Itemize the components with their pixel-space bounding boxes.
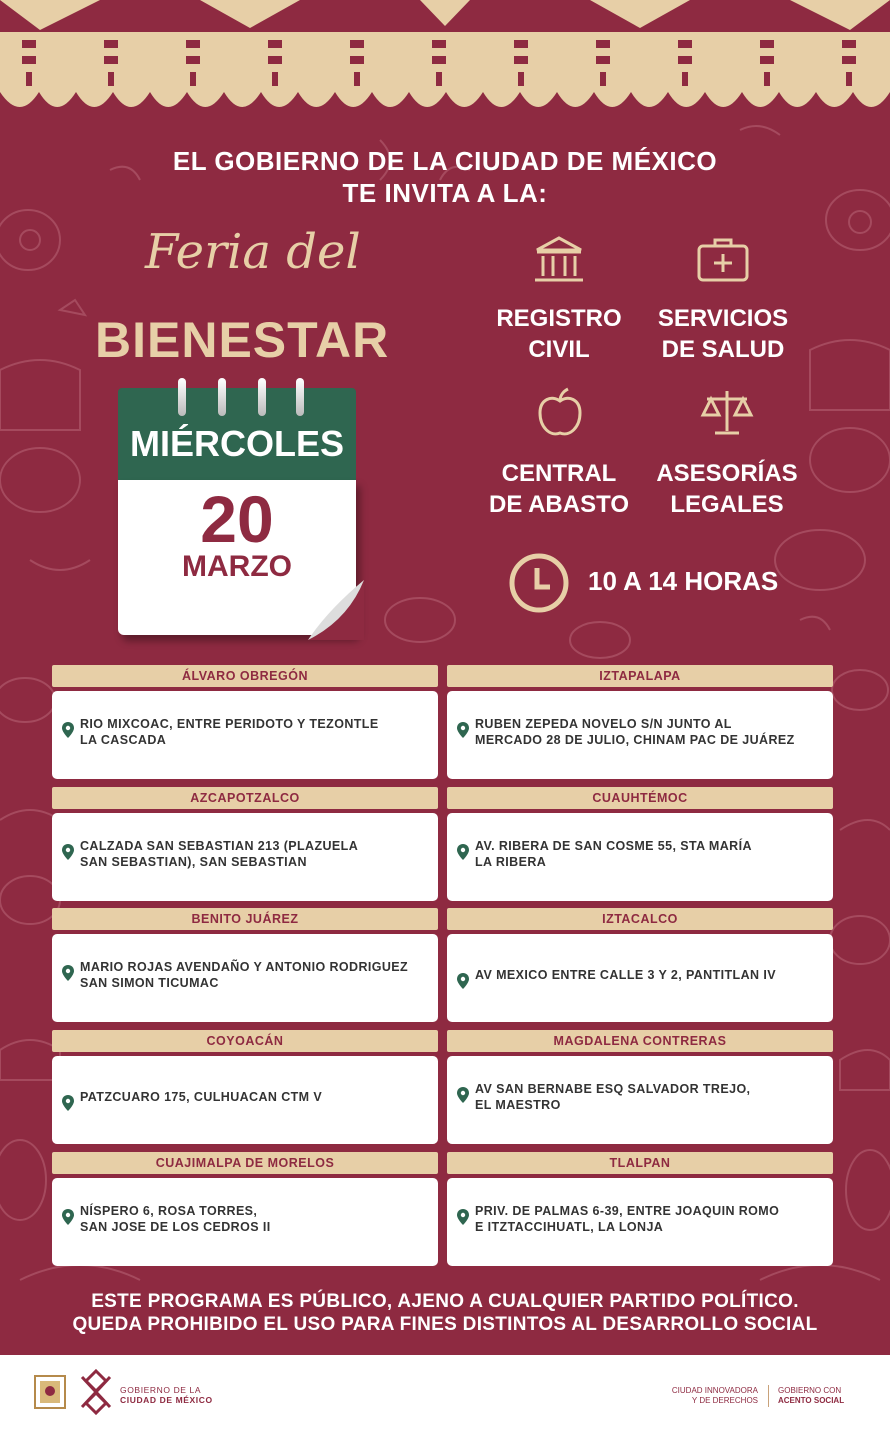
map-pin-icon bbox=[62, 1209, 74, 1225]
map-pin-icon bbox=[457, 1209, 469, 1225]
address-line-2: EL MAESTRO bbox=[475, 1097, 561, 1112]
location-alcaldia-header: TLALPAN bbox=[447, 1152, 833, 1174]
awning-banner bbox=[0, 0, 890, 140]
calendar-weekday: MIÉRCOLES bbox=[129, 423, 344, 464]
location-card bbox=[52, 1178, 438, 1266]
service-registro-civil bbox=[474, 303, 644, 365]
footer-text: GOBIERNO DE LA bbox=[120, 1385, 202, 1395]
coat-of-arms-icon bbox=[34, 1375, 66, 1409]
service-label: DE ABASTO bbox=[488, 491, 629, 518]
footer-text: ACENTO SOCIAL bbox=[778, 1396, 845, 1405]
address-line-2: SAN JOSE DE LOS CEDROS II bbox=[80, 1219, 271, 1234]
footer-text: Y DE DERECHOS bbox=[691, 1396, 758, 1405]
address-line-1: RUBEN ZEPEDA NOVELO S/N JUNTO AL bbox=[475, 717, 732, 731]
footer-text: CIUDAD DE MÉXICO bbox=[120, 1395, 213, 1405]
location-address bbox=[475, 968, 823, 984]
address-line-2: LA RIBERA bbox=[475, 854, 547, 869]
map-pin-icon bbox=[457, 722, 469, 738]
map-pin-icon bbox=[62, 1095, 74, 1111]
location-alcaldia-header: ÁLVARO OBREGÓN bbox=[52, 665, 438, 687]
service-label: LEGALES bbox=[670, 491, 784, 518]
location-card bbox=[52, 934, 438, 1022]
footer-divider bbox=[768, 1385, 769, 1407]
address-line-1: MARIO ROJAS AVENDAÑO Y ANTONIO RODRIGUEZ bbox=[80, 960, 409, 974]
calendar-ring-icon bbox=[218, 378, 226, 416]
calendar-ring-icon bbox=[296, 378, 304, 416]
address-line-1: AV MEXICO ENTRE CALLE 3 Y 2, PANTITLAN IV bbox=[475, 968, 776, 982]
location-address bbox=[80, 839, 428, 870]
ciudad-innovadora-label bbox=[640, 1386, 758, 1406]
service-label: CIVIL bbox=[528, 336, 590, 363]
map-pin-icon bbox=[62, 722, 74, 738]
calendar-day: 20 bbox=[200, 482, 274, 556]
acento-social-label bbox=[778, 1386, 858, 1406]
header-line-1: EL GOBIERNO DE LA CIUDAD DE MÉXICO bbox=[172, 146, 718, 176]
location-address bbox=[475, 717, 823, 748]
footer-text: GOBIERNO CON bbox=[778, 1386, 842, 1395]
location-address bbox=[80, 717, 428, 748]
service-label: SERVICIOS bbox=[657, 305, 789, 332]
calendar-ring-icon bbox=[258, 378, 266, 416]
event-title-main: BIENESTAR bbox=[95, 312, 390, 368]
header-line-2: TE INVITA A LA: bbox=[342, 178, 548, 208]
location-address bbox=[80, 1204, 428, 1235]
address-line-2: SAN SEBASTIAN), SAN SEBASTIAN bbox=[80, 854, 307, 869]
service-salud bbox=[638, 303, 808, 365]
address-line-2: E ITZTACCIHUATL, LA LONJA bbox=[475, 1219, 664, 1234]
location-alcaldia-header: MAGDALENA CONTRERAS bbox=[447, 1030, 833, 1052]
location-alcaldia-header: AZCAPOTZALCO bbox=[52, 787, 438, 809]
location-address bbox=[80, 960, 428, 991]
apple-icon bbox=[532, 385, 588, 441]
location-alcaldia-header: IZTACALCO bbox=[447, 908, 833, 930]
scales-icon bbox=[699, 385, 755, 441]
location-alcaldia-header: CUAUHTÉMOC bbox=[447, 787, 833, 809]
map-pin-icon bbox=[62, 844, 74, 860]
service-label: REGISTRO bbox=[496, 305, 622, 332]
location-alcaldia-header: IZTAPALAPA bbox=[447, 665, 833, 687]
location-alcaldia-header: CUAJIMALPA DE MORELOS bbox=[52, 1152, 438, 1174]
legal-disclaimer bbox=[0, 1290, 890, 1336]
map-pin-icon bbox=[457, 973, 469, 989]
location-card bbox=[447, 813, 833, 901]
gobierno-cdmx-label bbox=[120, 1385, 213, 1405]
address-line-1: PATZCUARO 175, CULHUACAN CTM V bbox=[80, 1090, 323, 1104]
address-line-1: PRIV. DE PALMAS 6-39, ENTRE JOAQUIN ROMO bbox=[475, 1204, 780, 1218]
location-card bbox=[447, 1178, 833, 1266]
address-line-1: CALZADA SAN SEBASTIAN 213 (PLAZUELA bbox=[80, 839, 359, 853]
location-card bbox=[447, 691, 833, 779]
location-address bbox=[475, 839, 823, 870]
location-alcaldia-header: BENITO JUÁREZ bbox=[52, 908, 438, 930]
service-label: ASESORÍAS bbox=[656, 460, 798, 487]
map-pin-icon bbox=[457, 1087, 469, 1103]
address-line-1: AV. RIBERA DE SAN COSME 55, STA MARÍA bbox=[475, 839, 752, 853]
address-line-1: AV SAN BERNABE ESQ SALVADOR TREJO, bbox=[475, 1082, 751, 1096]
address-line-2: SAN SIMON TICUMAC bbox=[80, 975, 219, 990]
location-card bbox=[52, 1056, 438, 1144]
medical-kit-icon bbox=[695, 232, 751, 288]
disclaimer-line-1: ESTE PROGRAMA ES PÚBLICO, AJENO A CUALQUIER PARTIDO POLÍTICO. bbox=[91, 1291, 799, 1312]
date-calendar bbox=[118, 378, 364, 640]
footer bbox=[0, 1355, 890, 1430]
service-asesorias-legales bbox=[642, 458, 812, 520]
service-label: CENTRAL bbox=[501, 460, 617, 487]
location-address bbox=[475, 1082, 823, 1113]
location-address bbox=[80, 1090, 428, 1106]
calendar-month: MARZO bbox=[182, 550, 292, 583]
building-icon bbox=[531, 232, 587, 288]
service-central-abasto bbox=[474, 458, 644, 520]
address-line-2: MERCADO 28 DE JULIO, CHINAM PAC DE JUÁREZ bbox=[475, 732, 795, 747]
map-pin-icon bbox=[457, 844, 469, 860]
service-label: DE SALUD bbox=[661, 336, 785, 363]
address-line-2: LA CASCADA bbox=[80, 732, 167, 747]
location-address bbox=[475, 1204, 823, 1235]
address-line-1: RIO MIXCOAC, ENTRE PERIDOTO Y TEZONTLE bbox=[80, 717, 379, 731]
invitation-header bbox=[0, 145, 890, 209]
location-card bbox=[52, 691, 438, 779]
address-line-1: NÍSPERO 6, ROSA TORRES, bbox=[80, 1204, 258, 1218]
event-hours: 10 A 14 HORAS bbox=[588, 566, 779, 596]
footer-text: CIUDAD INNOVADORA bbox=[671, 1386, 758, 1395]
location-card bbox=[447, 934, 833, 1022]
calendar-ring-icon bbox=[178, 378, 186, 416]
map-pin-icon bbox=[62, 965, 74, 981]
location-alcaldia-header: COYOACÁN bbox=[52, 1030, 438, 1052]
page-curl-icon bbox=[298, 570, 368, 640]
disclaimer-line-2: QUEDA PROHIBIDO EL USO PARA FINES DISTINTOS AL DESARROLLO SOCIAL bbox=[72, 1314, 818, 1335]
clock-icon bbox=[508, 552, 570, 614]
event-title-script: Feria del bbox=[145, 224, 361, 280]
location-card bbox=[52, 813, 438, 901]
cdmx-logo-icon bbox=[76, 1369, 116, 1415]
location-card bbox=[447, 1056, 833, 1144]
